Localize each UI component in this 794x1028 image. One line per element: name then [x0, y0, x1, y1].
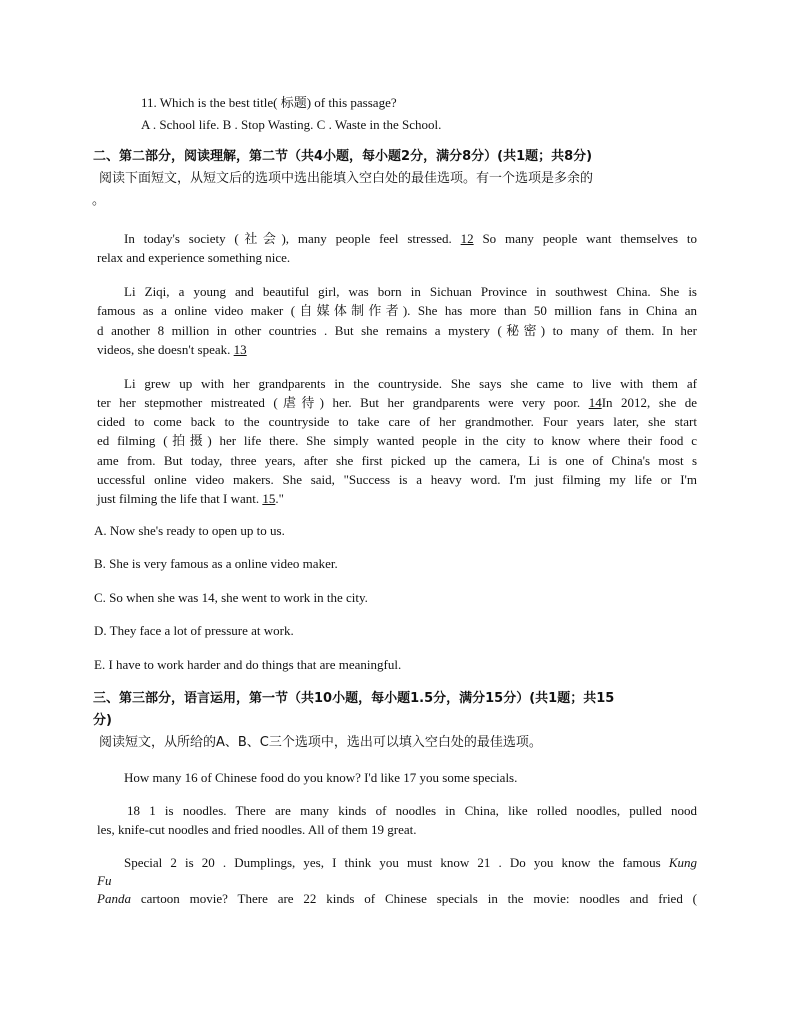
passage-2-line [124, 230, 697, 247]
section-2-instruction: 阅读下面短文，从短文后的选项中选出能填入空白处的最佳选项。有一个选项是多余的 [99, 171, 594, 186]
passage-2-line: cided to come back to the countryside to take care of her grandmother. Four years later, she start [97, 414, 697, 429]
passage-3-line: How many 16 of Chinese food do you know? I'd like 17 you some specials. [124, 770, 518, 785]
passage-2-line: famous as a online video maker (自媒体制作者). She has more than 50 million fans in China an [97, 303, 697, 318]
text-span: So many people want themselves to [482, 231, 697, 246]
text-span: just filming the life that I want. [97, 491, 260, 506]
text-span: In 2012, she de [601, 395, 698, 410]
option-d: D. They face a lot of pressure at work. [94, 623, 294, 638]
section-2-instruction-end: 。 [92, 193, 106, 208]
blank-13: 13 [233, 342, 247, 357]
passage-2-line [97, 394, 697, 411]
passage-2-line [97, 341, 697, 358]
passage-2-line: relax and experience something nice. [97, 250, 291, 265]
passage-3-line [97, 872, 697, 889]
passage-2-line: uccessful online video makers. She said, "Success is a heavy word. I'm just filming my life or I'm [97, 472, 697, 487]
passage-2-line [97, 490, 697, 507]
section-3-heading: 三、第三部分，语言运用，第一节（共10小题，每小题1.5分，满分15分）(共1题；共15 [93, 691, 615, 706]
blank-12: 12 [460, 231, 474, 246]
italic-title: Fu [97, 873, 112, 888]
passage-3-line [124, 854, 697, 871]
section-3-instruction: 阅读短文，从所给的A、B、C三个选项中，选出可以填入空白处的最佳选项。 [99, 735, 542, 750]
text-span: ter her stepmother mistreated (虐待) her. But her grandparents were very poor. [97, 395, 581, 410]
section-3-heading-cont: 分) [93, 713, 112, 728]
passage-3-line [97, 890, 697, 907]
text-span: cartoon movie? There are 22 kinds of Chinese specials in the movie: noodles and fried ( [140, 891, 698, 906]
option-e: E. I have to work harder and do things that are meaningful. [94, 657, 402, 672]
question-11-options: A . School life. B . Stop Wasting. C . Waste in the School. [141, 117, 442, 132]
question-11: 11. Which is the best title( 标题) of this passage? [141, 95, 397, 110]
passage-2-line: ame from. But today, three years, after she first picked up the camera, Li is one of China's most s [97, 453, 697, 468]
italic-title: Kung [668, 855, 698, 870]
text-span: videos, she doesn't speak. [97, 342, 231, 357]
option-c: C. So when she was 14, she went to work in the city. [94, 590, 368, 605]
passage-2-line: d another 8 million in other countries . But she remains a mystery (秘密) to many of them. In her [97, 323, 697, 338]
passage-2-line: Li grew up with her grandparents in the countryside. She says she came to live with them af [124, 376, 697, 391]
text-span: In today's society (社会), many people feel stressed. [124, 231, 452, 246]
blank-15: 15 [262, 491, 276, 506]
blank-14: 14 [588, 395, 602, 410]
section-2-heading: 二、第二部分，阅读理解，第二节（共4小题，每小题2分，满分8分）(共1题；共8分) [93, 149, 593, 164]
passage-2-line: ed filming (拍摄) her life there. She simply wanted people in the city to know where their food c [97, 433, 697, 448]
passage-3-line: les, knife-cut noodles and fried noodles. All of them 19 great. [97, 822, 417, 837]
option-b: B. She is very famous as a online video maker. [94, 556, 338, 571]
passage-3-line: 18 1 is noodles. There are many kinds of noodles in China, like rolled noodles, pulled nood [127, 803, 697, 818]
option-a: A. Now she's ready to open up to us. [94, 523, 285, 538]
text-span: Special 2 is 20 . Dumplings, yes, I think you must know 21 . Do you know the famous [124, 855, 661, 870]
italic-title: Panda [97, 891, 131, 906]
text-span: ." [275, 491, 284, 506]
passage-2-line: Li Ziqi, a young and beautiful girl, was born in Sichuan Province in southwest China. She is [124, 284, 697, 299]
